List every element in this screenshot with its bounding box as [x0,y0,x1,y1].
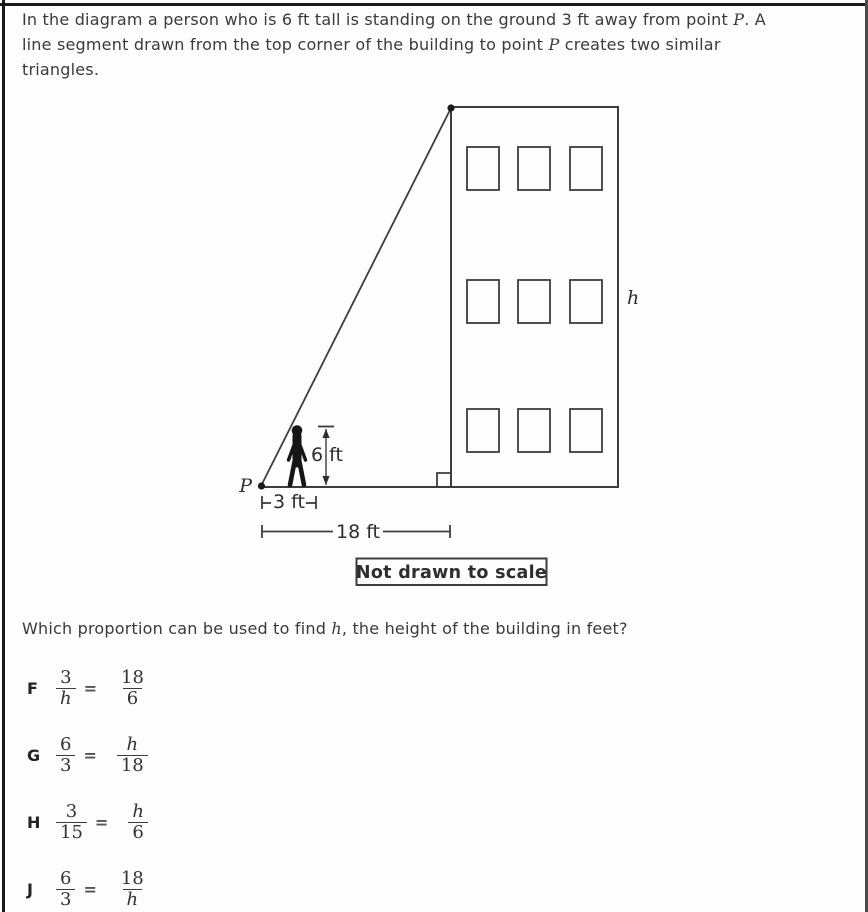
statement-text: In the diagram a person who is 6 ft tall is standing on the ground 3 ft away from point [22,10,734,29]
sight-line [261,108,451,486]
window [467,147,499,190]
similar-triangles-diagram [230,95,670,595]
statement-text: line segment drawn from the top corner of the building to point [22,35,549,54]
window [570,280,602,323]
fraction [56,735,75,775]
answer-choice-f [27,666,148,710]
problem-statement-line3 [22,60,99,79]
right-angle-marker [437,473,451,487]
statement-text: creates two similar [559,35,721,54]
fraction [56,668,76,708]
answer-choice-j [27,867,148,911]
fraction-numerator: 6 [60,734,72,756]
fraction [56,869,75,909]
fraction-denominator: 3 [56,889,75,909]
question-pre: Which proportion can be used to find [22,619,332,638]
near-distance-label: 3 ft [273,491,305,513]
window [467,280,499,323]
fraction-denominator: h [56,688,76,708]
height-variable: h [331,619,342,638]
fraction-numerator: 18 [121,667,144,689]
far-distance-measure [262,521,450,543]
fraction-numerator: 18 [120,868,144,890]
answer-choice-g [27,733,148,777]
fraction-denominator: 3 [56,755,75,775]
fraction-denominator: 15 [56,822,87,842]
fraction-numerator: 6 [60,868,72,890]
equals-sign: = [83,678,97,698]
fraction-numerator: 3 [65,801,78,823]
fraction-numerator: 3 [60,667,72,689]
fraction [128,802,148,842]
fraction [117,869,148,909]
question-text [22,619,628,638]
question-post: , the height of the building in feet? [341,619,628,638]
fraction-numerator: h [126,734,139,756]
fraction [117,735,148,775]
building-height-label: h [627,287,640,309]
fraction-denominator: 6 [123,688,142,708]
choice-letter: F [27,678,38,698]
point-p-variable: P [548,35,560,54]
window [467,409,499,452]
near-distance-measure [262,491,316,513]
equals-sign: = [83,745,97,765]
point-p-variable: P [733,10,745,29]
page-left-border [2,0,5,912]
arrow-up-icon [322,429,329,438]
building-top-corner-dot [447,104,454,111]
equals-sign: = [83,879,97,899]
equals-sign: = [94,812,109,832]
problem-statement-line1 [22,10,766,29]
fraction-denominator: 18 [117,755,148,775]
choice-letter: H [27,812,41,832]
statement-text: . A [744,10,766,29]
problem-statement-line2 [22,35,721,54]
building-outline [451,107,618,487]
point-p-dot [258,482,265,489]
arrow-down-icon [322,476,329,485]
page-top-border [0,3,868,6]
person-height-label: 6 ft [311,444,343,466]
fraction-numerator: h [132,801,144,823]
fraction-denominator: 6 [128,822,147,842]
window [518,147,550,190]
building-windows [467,147,602,452]
statement-text: triangles. [22,60,100,79]
fraction-denominator: h [123,889,143,909]
fraction [56,802,87,842]
window [518,280,550,323]
not-drawn-to-scale-box [356,559,547,586]
answer-choice-h [27,800,148,844]
window [570,147,602,190]
person-height-measure [311,427,343,486]
not-drawn-to-scale-label: Not drawn to scale [355,563,548,583]
choice-letter: J [27,879,33,899]
fraction [117,668,148,708]
window [570,409,602,452]
far-distance-label: 18 ft [335,521,381,543]
window [518,409,550,452]
point-p-label: P [239,475,252,497]
choice-letter: G [27,745,41,765]
person-figure [289,425,306,485]
